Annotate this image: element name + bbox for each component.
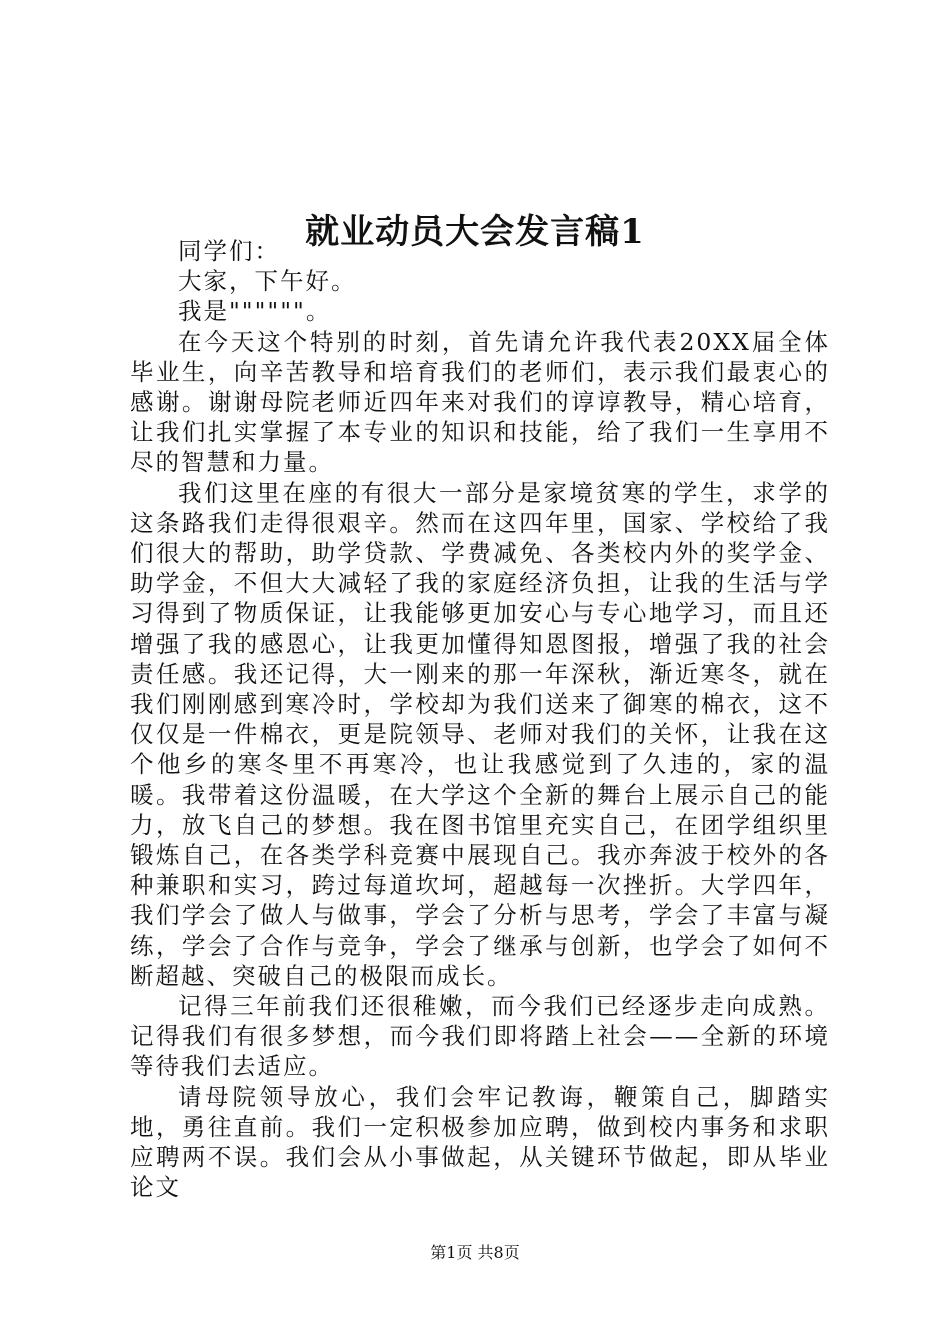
paragraph-commitment: 请母院领导放心，我们会牢记教诲，鞭策自己，脚踏实地，勇往直前。我们一定积极参加应聘，做到校内事务和求职应聘两不误。我们会从小事做起，从关键环节做起，即从毕业论文	[130, 1082, 830, 1202]
paragraph-growth: 记得三年前我们还很稚嫩，而今我们已经逐步走向成熟。记得我们有很多梦想，而今我们即将踏上社会——全新的环境等待我们去适应。	[130, 992, 830, 1081]
paragraph-greeting: 同学们：	[178, 237, 280, 265]
paragraph-hello: 大家，下午好。	[178, 267, 357, 296]
paragraph-thanks: 在今天这个特别的时刻，首先请允许我代表20XX届全体毕业生，向辛苦教导和培育我们的老师们，表示我们最衷心的感谢。谢谢母院老师近四年来对我们的谆谆教导，精心培育，让我们扎实掌握了本专业的知识和技能，给了我们一生享用不尽的智慧和力量。	[130, 327, 830, 477]
document-body	[130, 236, 830, 1203]
document-title: 就业动员大会发言稿1	[305, 211, 645, 252]
page-footer: 第1页 共8页	[430, 1243, 520, 1262]
paragraph-experience: 我们这里在座的有很大一部分是家境贫寒的学生，求学的这条路我们走得很艰辛。然而在这四年里，国家、学校给了我们很大的帮助，助学贷款、学费减免、各类校内外的奖学金、助学金，不但大大减轻了我的家庭经济负担，让我的生活与学习得到了物质保证，让我能够更加安心与专心地学习，而且还增强了我的感恩心，让我更加懂得知恩图报，增强了我的社会责任感。我还记得，大一刚来的那一年深秋，渐近寒冬，就在我们刚刚感到寒冷时，学校却为我们送来了御寒的棉衣，这不仅仅是一件棉衣，更是院领导、老师对我们的关怀，让我在这个他乡的寒冬里不再寒冷，也让我感觉到了久违的，家的温暖。我带着这份温暖，在大学这个全新的舞台上展示自己的能力，放飞自己的梦想。我在图书馆里充实自己，在团学组织里锻炼自己，在各类学科竞赛中展现自己。我亦奔波于校外的各种兼职和实习，跨过每道坎坷，超越每一次挫折。大学四年，我们学会了做人与做事，学会了分析与思考，学会了丰富与凝练，学会了合作与竞争，学会了继承与创新，也学会了如何不断超越、突破自己的极限而成长。	[130, 478, 830, 990]
paragraph-intro: 我是""""""。	[178, 297, 332, 326]
